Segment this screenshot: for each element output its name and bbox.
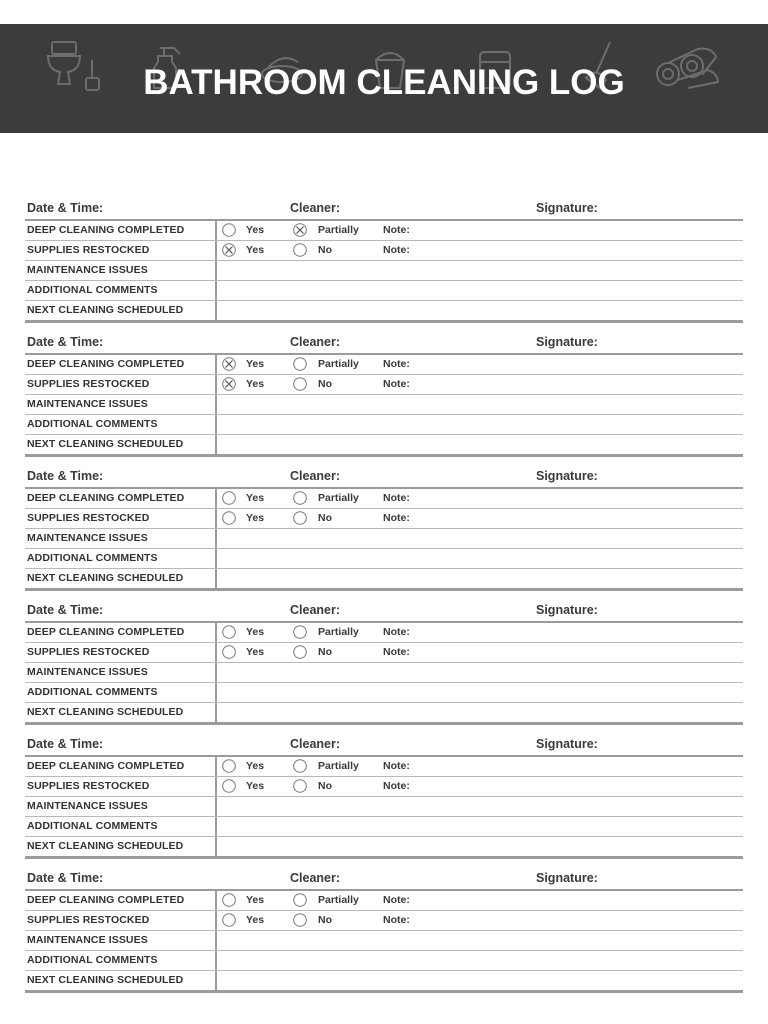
deep-cleaning-yes-radio[interactable] — [222, 223, 236, 237]
partially-option-label: Partially — [318, 492, 359, 504]
supplies-no-radio[interactable] — [293, 511, 307, 525]
next-cleaning-label: NEXT CLEANING SCHEDULED — [27, 706, 184, 718]
deep-cleaning-label: DEEP CLEANING COMPLETED — [27, 894, 185, 906]
entry-table — [25, 219, 743, 323]
supplies-label: SUPPLIES RESTOCKED — [27, 378, 150, 390]
table-row — [25, 241, 743, 261]
entry-table — [25, 487, 743, 591]
table-row — [25, 489, 743, 509]
table-row — [25, 281, 743, 301]
supplies-label: SUPPLIES RESTOCKED — [27, 914, 150, 926]
table-row — [25, 415, 743, 435]
deep-cleaning-yes-radio[interactable] — [222, 625, 236, 639]
table-row — [25, 777, 743, 797]
no-option-label: No — [318, 378, 332, 390]
note-label: Note: — [383, 626, 410, 638]
maintenance-label: MAINTENANCE ISSUES — [27, 666, 148, 678]
note-label: Note: — [383, 244, 410, 256]
supplies-yes-radio[interactable] — [222, 243, 236, 257]
log-entry — [25, 868, 743, 1002]
maintenance-label: MAINTENANCE ISSUES — [27, 800, 148, 812]
table-row — [25, 703, 743, 725]
table-row — [25, 395, 743, 415]
table-row — [25, 663, 743, 683]
yes-option-label: Yes — [246, 378, 265, 390]
table-row — [25, 837, 743, 859]
table-row — [25, 971, 743, 993]
deep-cleaning-partially-radio[interactable] — [293, 491, 307, 505]
note-label: Note: — [383, 914, 410, 926]
deep-cleaning-partially-radio[interactable] — [293, 223, 307, 237]
entry-table — [25, 889, 743, 993]
table-row — [25, 569, 743, 591]
table-row — [25, 435, 743, 457]
signature-label: Signature: — [536, 603, 598, 617]
table-row — [25, 817, 743, 837]
header-banner — [0, 24, 768, 133]
table-row — [25, 797, 743, 817]
yes-option-label: Yes — [246, 626, 265, 638]
partially-option-label: Partially — [318, 894, 359, 906]
cleaner-label: Cleaner: — [290, 469, 341, 483]
supplies-label: SUPPLIES RESTOCKED — [27, 512, 150, 524]
table-row — [25, 911, 743, 931]
signature-label: Signature: — [536, 201, 598, 215]
table-row — [25, 301, 743, 323]
date-time-label: Date & Time: — [27, 335, 104, 349]
date-time-label: Date & Time: — [27, 603, 104, 617]
yes-option-label: Yes — [246, 914, 265, 926]
deep-cleaning-partially-radio[interactable] — [293, 759, 307, 773]
table-row — [25, 623, 743, 643]
yes-option-label: Yes — [246, 492, 265, 504]
table-row — [25, 891, 743, 911]
note-label: Note: — [383, 760, 410, 772]
cleaner-label: Cleaner: — [290, 871, 341, 885]
maintenance-label: MAINTENANCE ISSUES — [27, 532, 148, 544]
next-cleaning-label: NEXT CLEANING SCHEDULED — [27, 572, 184, 584]
date-time-label: Date & Time: — [27, 201, 104, 215]
supplies-yes-radio[interactable] — [222, 645, 236, 659]
supplies-label: SUPPLIES RESTOCKED — [27, 244, 150, 256]
maintenance-label: MAINTENANCE ISSUES — [27, 398, 148, 410]
note-label: Note: — [383, 492, 410, 504]
supplies-yes-radio[interactable] — [222, 377, 236, 391]
note-label: Note: — [383, 646, 410, 658]
yes-option-label: Yes — [246, 244, 265, 256]
note-label: Note: — [383, 224, 410, 236]
date-time-label: Date & Time: — [27, 737, 104, 751]
no-option-label: No — [318, 646, 332, 658]
supplies-yes-radio[interactable] — [222, 511, 236, 525]
next-cleaning-label: NEXT CLEANING SCHEDULED — [27, 304, 184, 316]
deep-cleaning-yes-radio[interactable] — [222, 491, 236, 505]
yes-option-label: Yes — [246, 760, 265, 772]
yes-option-label: Yes — [246, 646, 265, 658]
signature-label: Signature: — [536, 737, 598, 751]
no-option-label: No — [318, 244, 332, 256]
cleaner-label: Cleaner: — [290, 201, 341, 215]
next-cleaning-label: NEXT CLEANING SCHEDULED — [27, 438, 184, 450]
no-option-label: No — [318, 780, 332, 792]
no-option-label: No — [318, 512, 332, 524]
table-row — [25, 221, 743, 241]
table-row — [25, 931, 743, 951]
log-entry — [25, 600, 743, 734]
log-entry — [25, 734, 743, 868]
cleaner-label: Cleaner: — [290, 737, 341, 751]
partially-option-label: Partially — [318, 760, 359, 772]
cleaner-label: Cleaner: — [290, 603, 341, 617]
deep-cleaning-label: DEEP CLEANING COMPLETED — [27, 626, 185, 638]
comments-label: ADDITIONAL COMMENTS — [27, 686, 158, 698]
comments-label: ADDITIONAL COMMENTS — [27, 954, 158, 966]
table-row — [25, 643, 743, 663]
table-row — [25, 951, 743, 971]
no-option-label: No — [318, 914, 332, 926]
cleaner-label: Cleaner: — [290, 335, 341, 349]
yes-option-label: Yes — [246, 894, 265, 906]
note-label: Note: — [383, 512, 410, 524]
signature-label: Signature: — [536, 871, 598, 885]
yes-option-label: Yes — [246, 780, 265, 792]
next-cleaning-label: NEXT CLEANING SCHEDULED — [27, 840, 184, 852]
deep-cleaning-yes-radio[interactable] — [222, 893, 236, 907]
yes-option-label: Yes — [246, 224, 265, 236]
note-label: Note: — [383, 358, 410, 370]
table-row — [25, 529, 743, 549]
date-time-label: Date & Time: — [27, 469, 104, 483]
entry-table — [25, 621, 743, 725]
supplies-label: SUPPLIES RESTOCKED — [27, 646, 150, 658]
note-label: Note: — [383, 780, 410, 792]
maintenance-label: MAINTENANCE ISSUES — [27, 264, 148, 276]
table-row — [25, 549, 743, 569]
supplies-yes-radio[interactable] — [222, 779, 236, 793]
deep-cleaning-label: DEEP CLEANING COMPLETED — [27, 492, 185, 504]
page-title: BATHROOM CLEANING LOG — [143, 63, 625, 102]
deep-cleaning-partially-radio[interactable] — [293, 625, 307, 639]
table-row — [25, 683, 743, 703]
supplies-no-radio[interactable] — [293, 243, 307, 257]
deep-cleaning-yes-radio[interactable] — [222, 357, 236, 371]
supplies-no-radio[interactable] — [293, 913, 307, 927]
note-label: Note: — [383, 378, 410, 390]
supplies-yes-radio[interactable] — [222, 913, 236, 927]
supplies-no-radio[interactable] — [293, 377, 307, 391]
comments-label: ADDITIONAL COMMENTS — [27, 418, 158, 430]
table-row — [25, 757, 743, 777]
log-entry — [25, 332, 743, 466]
yes-option-label: Yes — [246, 512, 265, 524]
signature-label: Signature: — [536, 469, 598, 483]
table-row — [25, 261, 743, 281]
deep-cleaning-yes-radio[interactable] — [222, 759, 236, 773]
entry-table — [25, 755, 743, 859]
comments-label: ADDITIONAL COMMENTS — [27, 552, 158, 564]
comments-label: ADDITIONAL COMMENTS — [27, 284, 158, 296]
table-row — [25, 375, 743, 395]
yes-option-label: Yes — [246, 358, 265, 370]
log-entry — [25, 198, 743, 332]
entry-table — [25, 353, 743, 457]
deep-cleaning-label: DEEP CLEANING COMPLETED — [27, 224, 185, 236]
supplies-no-radio[interactable] — [293, 779, 307, 793]
partially-option-label: Partially — [318, 224, 359, 236]
comments-label: ADDITIONAL COMMENTS — [27, 820, 158, 832]
deep-cleaning-partially-radio[interactable] — [293, 357, 307, 371]
date-time-label: Date & Time: — [27, 871, 104, 885]
maintenance-label: MAINTENANCE ISSUES — [27, 934, 148, 946]
deep-cleaning-label: DEEP CLEANING COMPLETED — [27, 358, 185, 370]
log-entry — [25, 466, 743, 600]
next-cleaning-label: NEXT CLEANING SCHEDULED — [27, 974, 184, 986]
table-row — [25, 509, 743, 529]
supplies-label: SUPPLIES RESTOCKED — [27, 780, 150, 792]
deep-cleaning-label: DEEP CLEANING COMPLETED — [27, 760, 185, 772]
table-row — [25, 355, 743, 375]
partially-option-label: Partially — [318, 358, 359, 370]
deep-cleaning-partially-radio[interactable] — [293, 893, 307, 907]
signature-label: Signature: — [536, 335, 598, 349]
supplies-no-radio[interactable] — [293, 645, 307, 659]
note-label: Note: — [383, 894, 410, 906]
partially-option-label: Partially — [318, 626, 359, 638]
